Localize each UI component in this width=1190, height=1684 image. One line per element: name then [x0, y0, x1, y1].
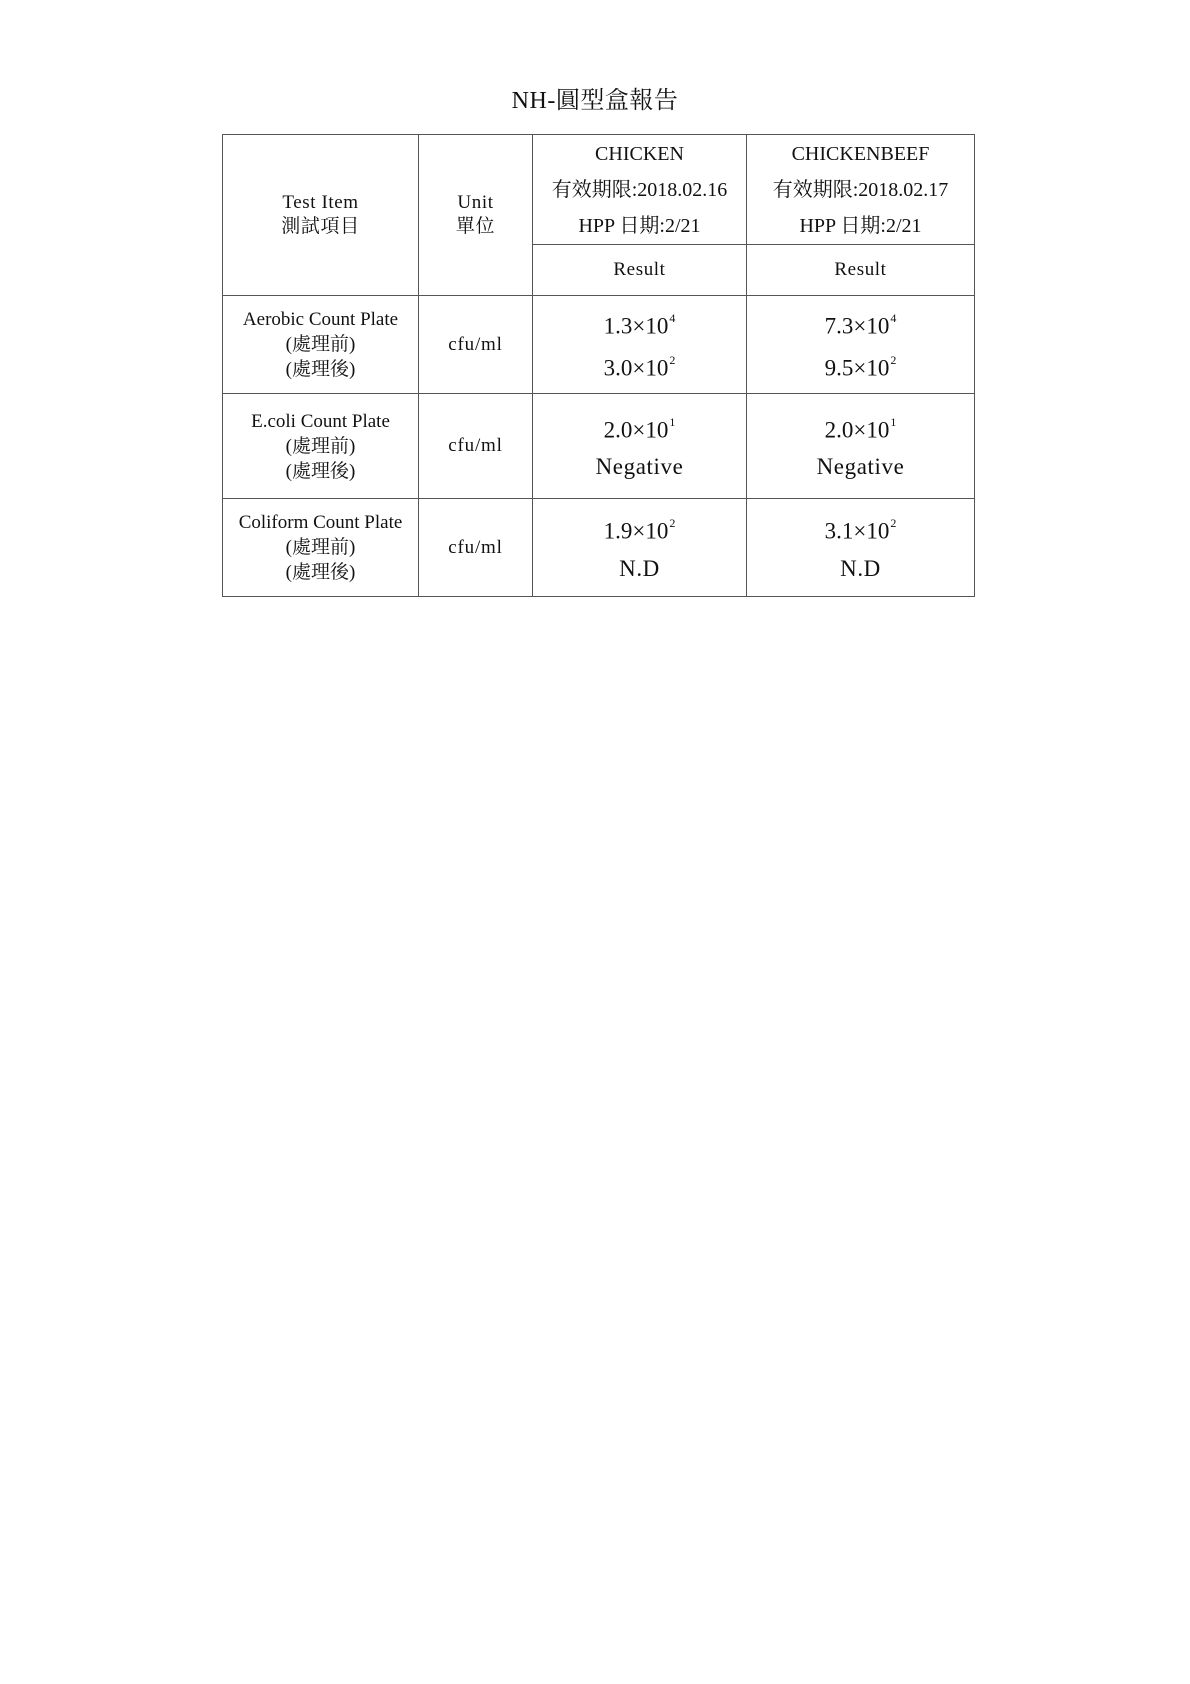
product-hpp-date: HPP 日期:2/21	[799, 214, 922, 237]
table-row	[223, 296, 975, 394]
result-after: Negative	[595, 454, 684, 480]
test-item-cell	[223, 394, 419, 499]
product-header-chicken	[533, 135, 747, 245]
report-table	[222, 134, 975, 597]
result-header: Result	[747, 245, 975, 296]
test-item-header	[223, 135, 419, 296]
result-cell	[747, 296, 975, 394]
result-cell	[533, 394, 747, 499]
unit-cell: cfu/ml	[419, 499, 533, 597]
product-name: CHICKENBEEF	[791, 142, 930, 165]
report-title: NH-圓型盒報告	[511, 88, 679, 114]
unit-cell: cfu/ml	[419, 394, 533, 499]
header-row	[223, 135, 975, 245]
after-label: (處理後)	[285, 460, 356, 482]
test-item-cell	[223, 296, 419, 394]
result-before: $1.3\times 10^4$	[603, 310, 676, 339]
product-name: CHICKEN	[595, 142, 684, 165]
before-label: (處理前)	[285, 334, 356, 355]
unit-cell: cfu/ml	[419, 296, 533, 394]
product-header-chickenbeef	[747, 135, 975, 245]
before-label: (處理前)	[285, 435, 356, 457]
unit-header-en: Unit	[457, 192, 494, 213]
result-after: $9.5\times 10^2$	[824, 352, 897, 381]
product-expiry: 有效期限:2018.02.17	[772, 178, 949, 201]
test-item-header-en: Test Item	[282, 192, 359, 213]
result-after: N.D	[840, 555, 881, 581]
after-label: (處理後)	[285, 359, 356, 380]
result-after: N.D	[619, 555, 660, 581]
result-before: $3.1\times 10^2$	[824, 516, 897, 544]
product-expiry: 有效期限:2018.02.16	[551, 178, 728, 201]
before-label: (處理前)	[285, 537, 356, 558]
result-after: Negative	[816, 454, 905, 480]
result-before: $7.3\times 10^4$	[824, 310, 897, 339]
result-after: $3.0\times 10^2$	[603, 352, 676, 381]
product-hpp-date: HPP 日期:2/21	[578, 214, 701, 237]
result-cell	[747, 394, 975, 499]
unit-header-zh: 單位	[455, 216, 496, 237]
result-before: $2.0\times 10^1$	[603, 414, 676, 443]
test-item-name: Aerobic Count Plate	[242, 309, 399, 330]
test-item-name: Coliform Count Plate	[238, 512, 403, 533]
result-cell	[747, 499, 975, 597]
test-item-header-zh: 測試項目	[281, 216, 360, 237]
after-label: (處理後)	[285, 562, 356, 583]
unit-header	[419, 135, 533, 296]
table-row	[223, 394, 975, 499]
test-item-name: E.coli Count Plate	[251, 410, 390, 432]
test-item-cell	[223, 499, 419, 597]
result-before: $2.0\times 10^1$	[824, 414, 897, 443]
result-header: Result	[533, 245, 747, 296]
result-cell	[533, 499, 747, 597]
result-cell	[533, 296, 747, 394]
table-row	[223, 499, 975, 597]
result-before: $1.9\times 10^2$	[603, 516, 676, 544]
